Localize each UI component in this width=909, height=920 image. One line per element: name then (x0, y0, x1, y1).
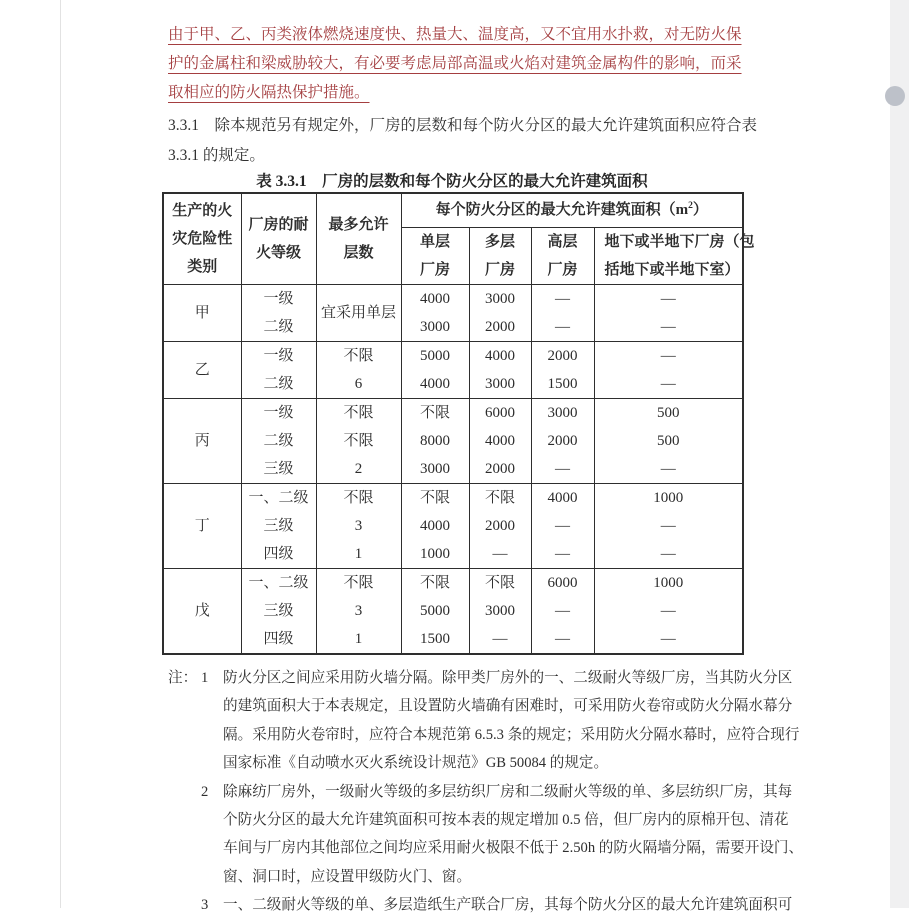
cell-rating: 一级 二级 (241, 285, 316, 342)
cell-underground: 1000 — — (594, 484, 743, 569)
table-caption: 表 3.3.1 厂房的层数和每个防火分区的最大允许建筑面积 (256, 173, 648, 190)
clause-3-3-1: 3.3.1 除本规范另有规定外，厂房的层数和每个防火分区的最大允许建筑面积应符合表 3.3.1 的规定。 (168, 117, 758, 164)
cell-floors: 宜采用单层 (316, 285, 401, 342)
cell-multi: 3000 2000 (469, 285, 531, 342)
note-item (168, 778, 804, 892)
note-text: 防火分区之间应采用防火墙分隔。除甲类厂房外的一、二级耐火等级厂房，当其防火分区 的建筑面积大于本表规定，且设置防火墙确有困难时，可采用防火卷帘或防火分隔水幕分 隔。采用防火卷帘时，应符合本规范第 6.5.3 条的规定；采用防火分隔水幕时，应符合现行 国家标准《自动喷水灭火系统设计规范》GB 50084 的规定。 (223, 670, 800, 772)
cell-floors: 不限 不限 2 (316, 399, 401, 484)
cell-floors: 不限 3 1 (316, 484, 401, 569)
note-item (168, 891, 793, 919)
page-edge-line (60, 0, 61, 908)
cell-high: 2000 1500 (531, 342, 594, 399)
table-row-wu (163, 569, 743, 655)
cell-underground: — — (594, 342, 743, 399)
header-fire-rating: 厂房的耐 火等级 (241, 193, 316, 285)
header-area-text: 每个防火分区的最大允许建筑面积（m (435, 202, 689, 218)
cell-category: 乙 (163, 342, 241, 399)
cell-category: 戊 (163, 569, 241, 655)
table-row-jia (163, 285, 743, 342)
highlighted-paragraph: 由于甲、乙、丙类液体燃烧速度快、热量大、温度高，又不宜用水扑救，对无防火保 护的金属柱和梁威胁较大，有必要考虑局部高温或火焰对建筑金属构件的影响，而采 取相应的防火隔热保护措施。 (168, 26, 742, 101)
cell-high: 6000 — — (531, 569, 594, 655)
cell-underground: 500 500 — (594, 399, 743, 484)
cell-category: 丙 (163, 399, 241, 484)
header-high-rise: 高层 厂房 (531, 228, 594, 285)
note-number: 2 (201, 783, 209, 800)
cell-multi: 6000 4000 2000 (469, 399, 531, 484)
scroll-indicator-dot[interactable] (885, 86, 905, 106)
cell-rating: 一级 二级 (241, 342, 316, 399)
cell-high: 3000 2000 — (531, 399, 594, 484)
cell-single: 4000 3000 (401, 285, 469, 342)
cell-multi: 不限 3000 — (469, 569, 531, 655)
notes-label: 注： (168, 670, 198, 686)
header-area-close: ） (692, 202, 708, 218)
note-number: 3 (201, 897, 209, 914)
table-3-3-1 (162, 192, 755, 655)
cell-rating: 一、二级 三级 四级 (241, 569, 316, 655)
note-text: 一、二级耐火等级的单、多层造纸生产联合厂房，其每个防火分区的最大允许建筑面积可 (223, 897, 793, 914)
cell-rating: 一、二级 三级 四级 (241, 484, 316, 569)
cell-multi: 4000 3000 (469, 342, 531, 399)
header-category: 生产的火 灾危险性 类别 (163, 193, 241, 285)
table-notes (168, 664, 804, 920)
table-row-yi (163, 342, 743, 399)
table-row-ding (163, 484, 743, 569)
cell-underground: 1000 — — (594, 569, 743, 655)
page-content (168, 0, 804, 920)
cell-multi: 不限 2000 — (469, 484, 531, 569)
cell-rating: 一级 二级 三级 (241, 399, 316, 484)
cell-single: 不限 4000 1000 (401, 484, 469, 569)
cell-single: 不限 5000 1500 (401, 569, 469, 655)
header-area-span (401, 193, 743, 228)
cell-underground: — — (594, 285, 743, 342)
header-underground: 地下或半地下厂房（包 括地下或半地下室） (594, 228, 743, 285)
cell-single: 不限 8000 3000 (401, 399, 469, 484)
cell-high: 4000 — — (531, 484, 594, 569)
header-area-superscript: 2 (688, 201, 693, 211)
note-text: 除麻纺厂房外，一级耐火等级的多层纺织厂房和二级耐火等级的单、多层纺织厂房，其每 个防火分区的最大允许建筑面积可按本表的规定增加 0.5 倍，但厂房内的原棉开包、清花 车间与厂房内其他部位之间均应采用耐火极限不低于 2.50h 的防火隔墙分隔，需要开设门、 窗、洞口时，应设置甲级防火门、窗。 (223, 783, 804, 885)
cell-high: — — (531, 285, 594, 342)
cell-category: 丁 (163, 484, 241, 569)
note-number: 1 (201, 670, 209, 686)
header-multi-storey: 多层 厂房 (469, 228, 531, 285)
cell-floors: 不限 3 1 (316, 569, 401, 655)
cell-single: 5000 4000 (401, 342, 469, 399)
header-max-floors: 最多允许 层数 (316, 193, 401, 285)
viewer-gutter (890, 0, 909, 908)
cell-floors: 不限 6 (316, 342, 401, 399)
table-row-bing (163, 399, 743, 484)
header-single-storey: 单层 厂房 (401, 228, 469, 285)
cell-category: 甲 (163, 285, 241, 342)
note-item (168, 664, 800, 778)
